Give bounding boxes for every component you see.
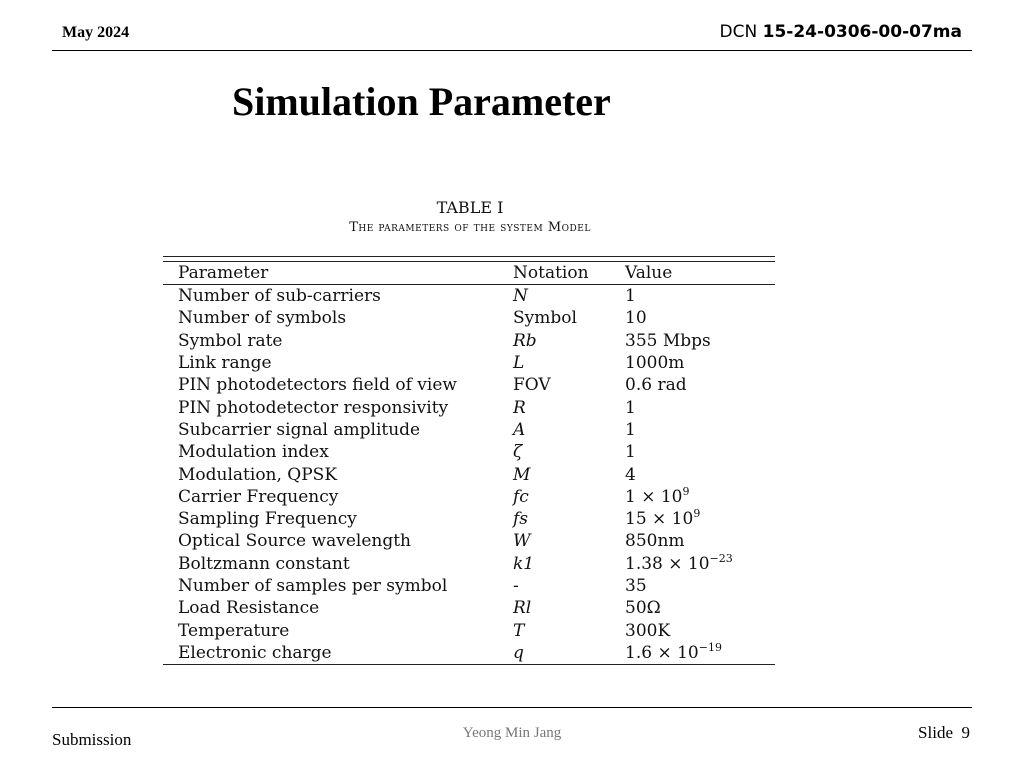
notation-text: Rl xyxy=(513,598,532,619)
table-row xyxy=(163,642,775,664)
cell-notation xyxy=(513,353,625,373)
value-text: 15 × 10 xyxy=(625,509,694,530)
footer-submission: Submission xyxy=(52,730,132,749)
header-parameter: Parameter xyxy=(178,263,269,283)
cell-notation xyxy=(513,331,625,351)
notation-text: A xyxy=(513,419,526,440)
value-text: 1.38 × 10 xyxy=(625,553,710,574)
value-text: 1 xyxy=(625,419,636,440)
notation-text: ζ xyxy=(513,442,523,463)
notation-text: k1 xyxy=(513,553,535,574)
value-text: 1 × 10 xyxy=(625,486,683,507)
notation-text: q xyxy=(513,642,524,663)
cell-value xyxy=(625,551,775,574)
value-text: 1000m xyxy=(625,353,685,374)
value-text: 300K xyxy=(625,620,671,641)
cell-notation xyxy=(513,554,625,574)
cell-notation xyxy=(513,308,625,328)
value-text: 1.6 × 10 xyxy=(625,642,699,663)
cell-notation xyxy=(513,487,625,507)
table-row xyxy=(163,396,775,418)
table-row xyxy=(163,575,775,597)
table-body xyxy=(163,285,775,664)
cell-parameter: PIN photodetector responsivity xyxy=(178,397,449,418)
header-divider xyxy=(52,50,972,51)
value-text: 355 Mbps xyxy=(625,330,711,351)
cell-parameter: Number of sub-carriers xyxy=(178,286,381,307)
cell-parameter: Temperature xyxy=(178,620,290,641)
table-row xyxy=(163,597,775,619)
table-bottom-rule xyxy=(163,664,775,665)
value-text: 1 xyxy=(625,397,636,418)
slide-title: Simulation Parameter xyxy=(232,79,611,124)
footer-divider xyxy=(52,707,972,708)
table-row xyxy=(163,285,775,307)
cell-value xyxy=(625,621,775,641)
cell-notation xyxy=(513,420,625,440)
cell-parameter: Carrier Frequency xyxy=(178,486,339,507)
cell-value xyxy=(625,286,775,306)
cell-parameter: Modulation, QPSK xyxy=(178,464,338,485)
cell-value xyxy=(625,398,775,418)
cell-notation xyxy=(513,576,625,596)
notation-text: L xyxy=(513,353,525,374)
cell-notation xyxy=(513,509,625,529)
cell-value xyxy=(625,640,775,663)
cell-value xyxy=(625,331,775,351)
cell-parameter: Link range xyxy=(178,353,272,374)
notation-text: FOV xyxy=(513,375,551,396)
cell-value xyxy=(625,576,775,596)
table-caption: The parameters of the system Model xyxy=(349,220,591,235)
cell-parameter: Load Resistance xyxy=(178,598,320,619)
cell-parameter: Boltzmann constant xyxy=(178,553,350,574)
cell-value xyxy=(625,375,775,395)
slide-number: 9 xyxy=(961,723,970,742)
value-text: 850nm xyxy=(625,531,685,552)
cell-parameter: Number of symbols xyxy=(178,308,347,329)
table-row xyxy=(163,530,775,552)
footer-slide xyxy=(918,723,970,743)
cell-value xyxy=(625,442,775,462)
cell-notation xyxy=(513,598,625,618)
cell-parameter: Modulation index xyxy=(178,442,329,463)
notation-text: M xyxy=(513,464,531,485)
table-row xyxy=(163,508,775,530)
cell-value xyxy=(625,420,775,440)
cell-parameter: Sampling Frequency xyxy=(178,509,357,530)
cell-notation xyxy=(513,375,625,395)
cell-notation xyxy=(513,398,625,418)
table-row xyxy=(163,553,775,575)
cell-parameter: Subcarrier signal amplitude xyxy=(178,419,421,440)
cell-notation xyxy=(513,621,625,641)
table-header-row xyxy=(163,262,775,284)
value-exponent: −23 xyxy=(709,551,733,565)
header-dcn xyxy=(720,22,962,42)
cell-notation xyxy=(513,286,625,306)
cell-notation xyxy=(513,643,625,663)
cell-parameter: Electronic charge xyxy=(178,642,332,663)
slide-label: Slide xyxy=(918,723,953,742)
notation-text: Rb xyxy=(513,330,537,351)
cell-parameter: Optical Source wavelength xyxy=(178,531,411,552)
value-text: 0.6 rad xyxy=(625,375,687,396)
value-text: 4 xyxy=(625,464,636,485)
table-label: TABLE I xyxy=(436,198,504,217)
cell-value xyxy=(625,353,775,373)
cell-value xyxy=(625,308,775,328)
table-row xyxy=(163,486,775,508)
notation-text: - xyxy=(513,576,519,596)
table-row xyxy=(163,463,775,485)
table-row xyxy=(163,419,775,441)
cell-notation xyxy=(513,531,625,551)
dcn-prefix: DCN xyxy=(719,22,758,42)
table-row xyxy=(163,619,775,641)
parameter-table xyxy=(163,256,775,665)
header-value: Value xyxy=(625,263,673,283)
cell-parameter: Number of samples per symbol xyxy=(178,576,448,596)
value-text: 35 xyxy=(625,576,647,596)
table-row xyxy=(163,374,775,396)
cell-notation xyxy=(513,465,625,485)
value-exponent: −19 xyxy=(698,640,722,654)
cell-value xyxy=(625,465,775,485)
table-row xyxy=(163,330,775,352)
cell-value xyxy=(625,531,775,551)
header-notation: Notation xyxy=(513,263,589,283)
value-text: 1 xyxy=(625,286,636,307)
notation-text: W xyxy=(513,531,531,552)
table-row xyxy=(163,307,775,329)
cell-value xyxy=(625,484,775,507)
notation-text: Symbol xyxy=(513,308,577,329)
value-exponent: 9 xyxy=(693,507,701,521)
cell-value xyxy=(625,598,775,618)
footer-author: Yeong Min Jang xyxy=(462,725,562,741)
cell-parameter: PIN photodetectors field of view xyxy=(178,375,457,396)
table-row xyxy=(163,352,775,374)
table-row xyxy=(163,441,775,463)
value-text: 10 xyxy=(625,308,647,329)
header-date: May 2024 xyxy=(62,24,130,41)
notation-text: T xyxy=(513,620,525,641)
notation-text: N xyxy=(513,286,528,307)
notation-text: fs xyxy=(513,509,529,530)
cell-notation xyxy=(513,442,625,462)
notation-text: R xyxy=(513,397,526,418)
value-text: 1 xyxy=(625,442,636,463)
value-exponent: 9 xyxy=(682,484,690,498)
dcn-number: 15-24-0306-00-07ma xyxy=(762,22,962,42)
cell-parameter: Symbol rate xyxy=(178,330,283,351)
notation-text: fc xyxy=(513,486,529,507)
value-text: 50Ω xyxy=(625,598,661,619)
cell-value xyxy=(625,509,775,529)
